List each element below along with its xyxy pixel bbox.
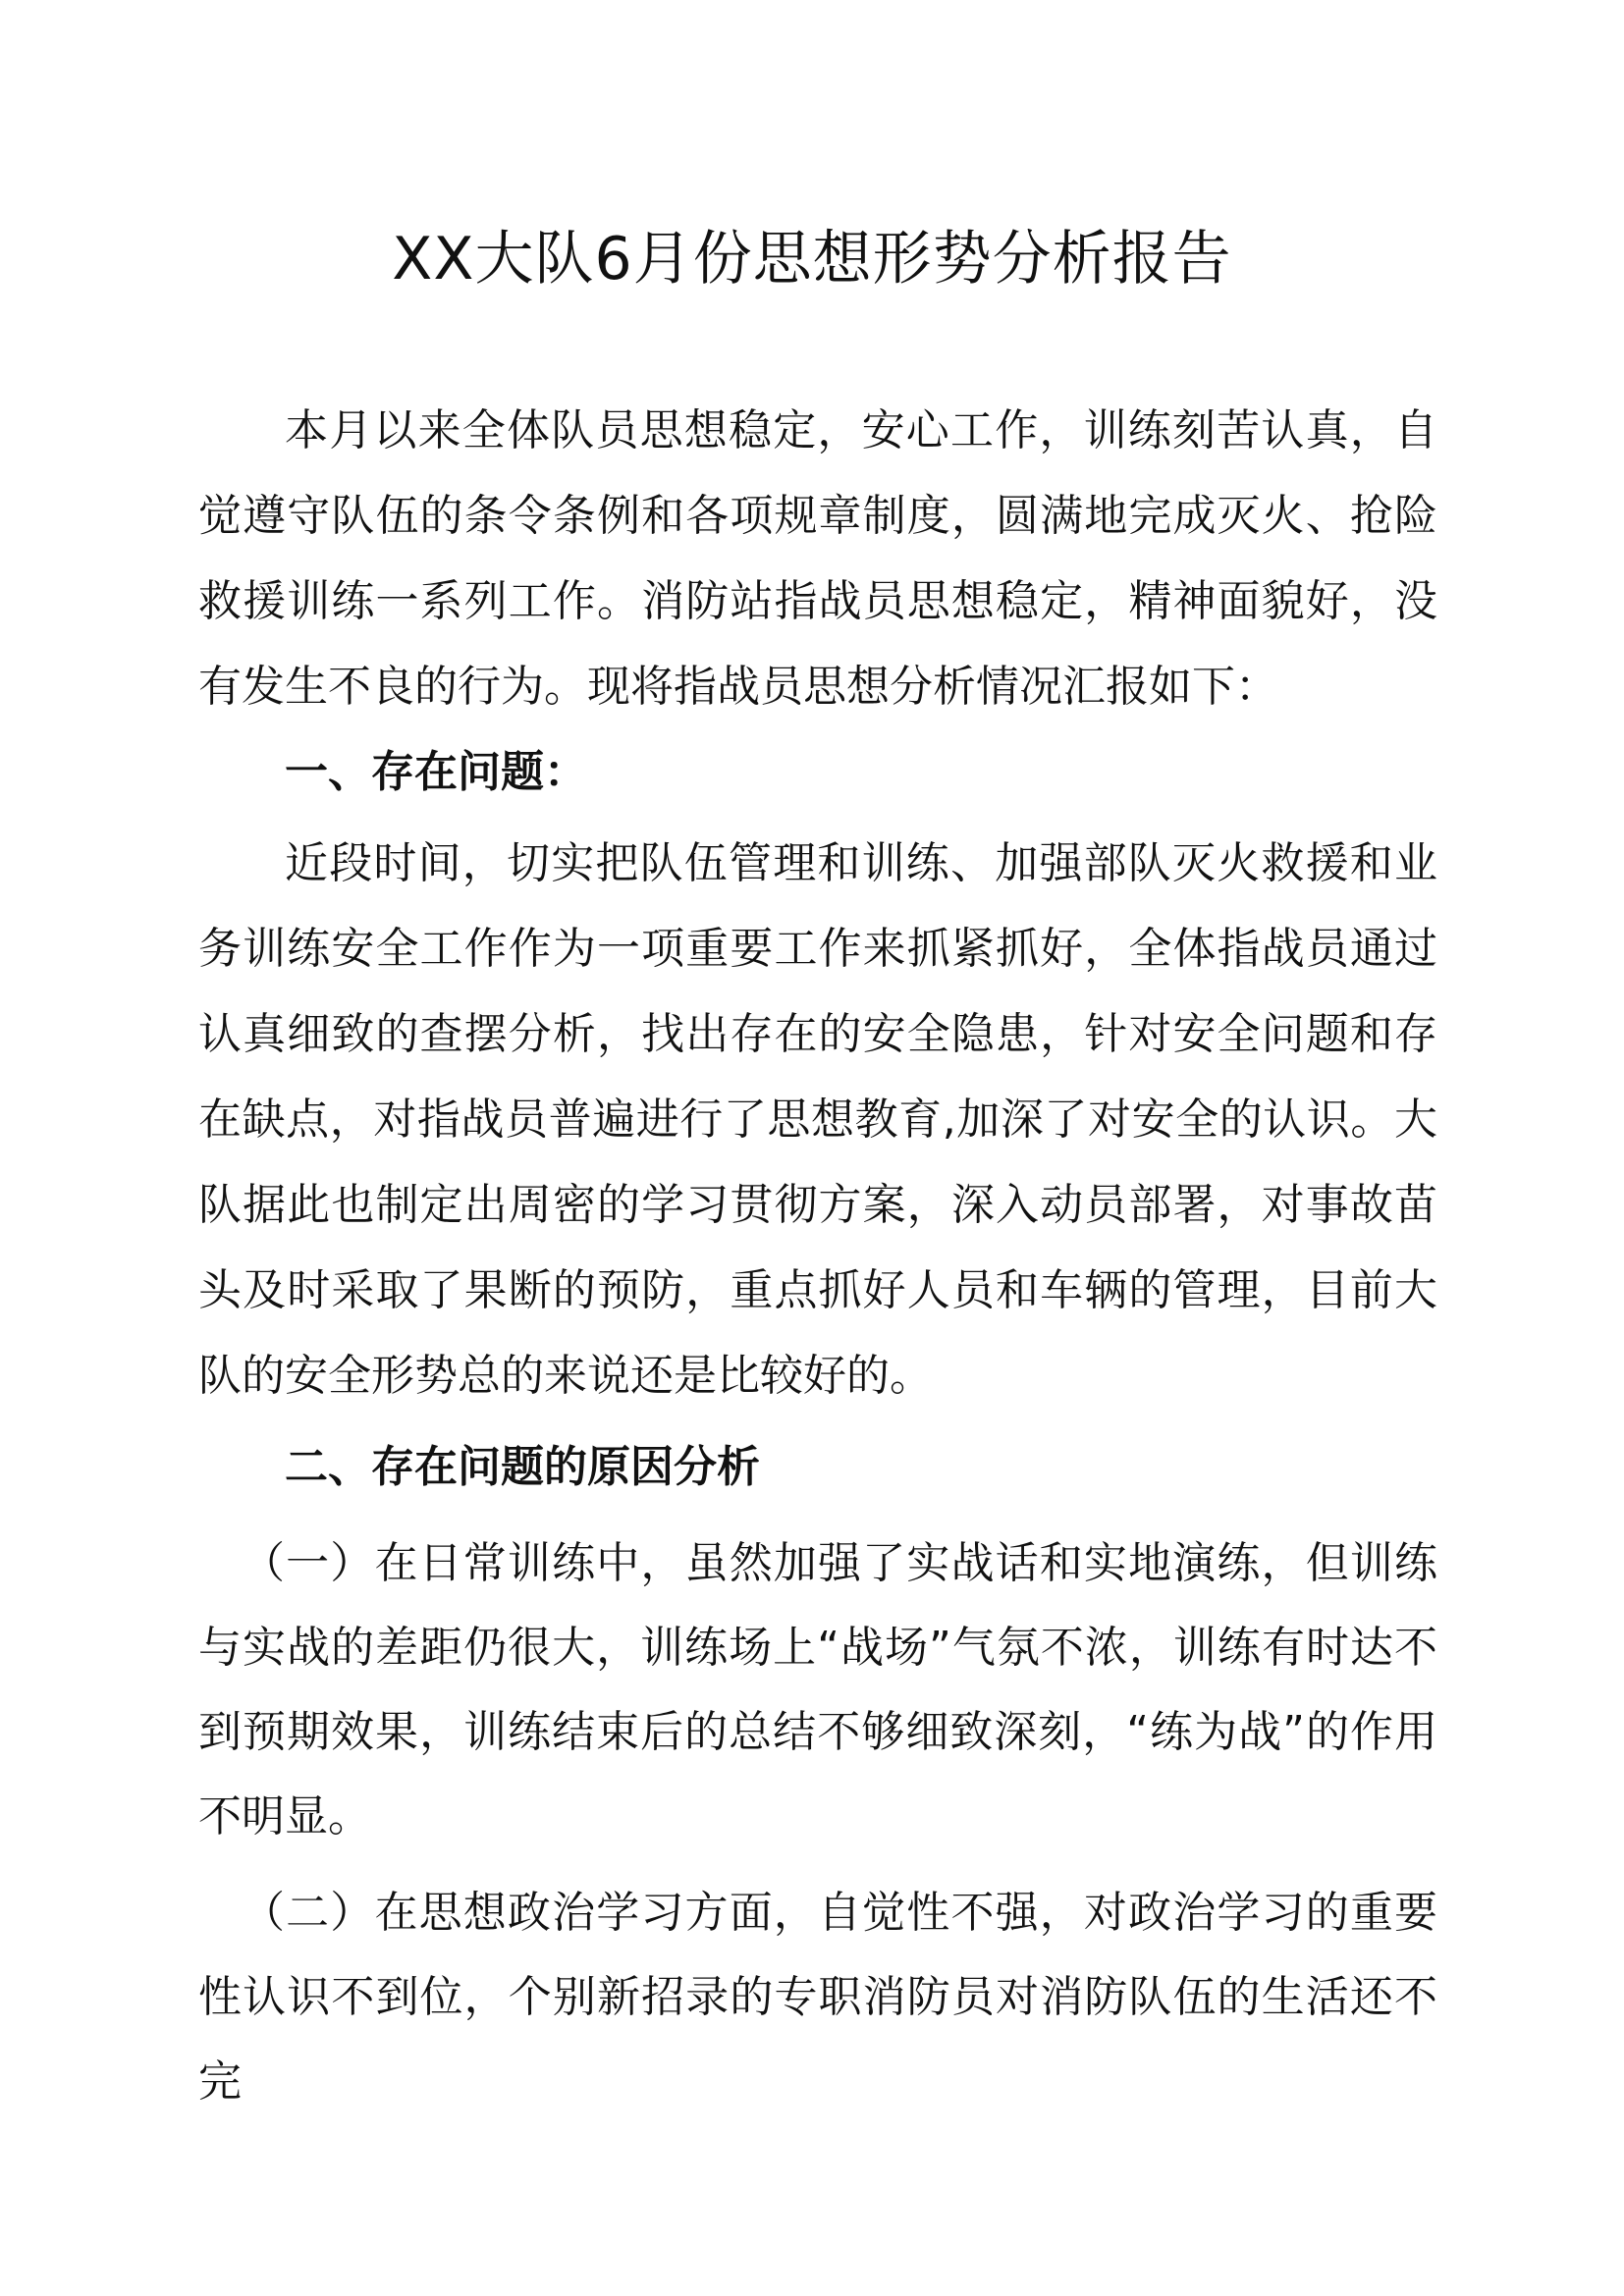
cause-paragraph-1: （一）在日常训练中，虽然加强了实战话和实地演练，但训练与实战的差距仍很大，训练场上“战场”气氛不浓，训练有时达不到预期效果，训练结束后的总结不够细致深刻，“练为战”的作用不明显。 bbox=[198, 1538, 1437, 1842]
document-body bbox=[198, 388, 1437, 2124]
intro-paragraph: 本月以来全体队员思想稳定，安心工作，训练刻苦认真，自觉遵守队伍的条令条例和各项规章制度，圆满地完成灭火、抢险救援训练一系列工作。消防站指战员思想稳定，精神面貌好，没有发生不良的行为。现将指战员思想分析情况汇报如下： bbox=[198, 405, 1437, 712]
section-heading-cause-analysis: 二、存在问题的原因分析 bbox=[285, 1442, 760, 1492]
section-heading-problems: 一、存在问题： bbox=[285, 747, 587, 797]
document-title: XX大队6月份思想形势分析报告 bbox=[392, 225, 1232, 294]
problems-paragraph: 近段时间，切实把队伍管理和训练、加强部队灭火救援和业务训练安全工作作为一项重要工作来抓紧抓好，全体指战员通过认真细致的查摆分析，找出存在的安全隐患，针对安全问题和存在缺点，对指战员普遍进行了思想教育,加深了对安全的认识。大队据此也制定出周密的学习贯彻方案，深入动员部署，对事故苗头及时采取了果断的预防，重点抓好人员和车辆的管理，目前大队的安全形势总的来说还是比较好的。 bbox=[198, 838, 1437, 1401]
cause-paragraph-2: （二）在思想政治学习方面，自觉性不强，对政治学习的重要性认识不到位，个别新招录的专职消防员对消防队伍的生活还不完 bbox=[198, 1888, 1437, 2107]
